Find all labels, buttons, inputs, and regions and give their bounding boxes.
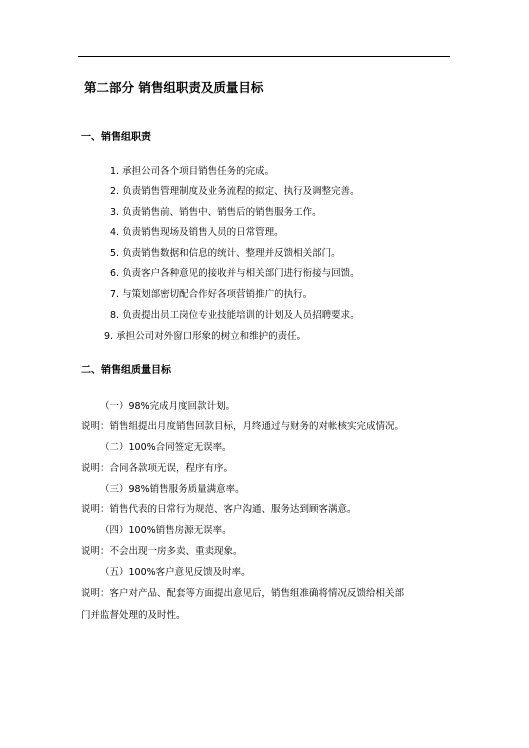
responsibility-item: 3. 负责销售前、销售中、销售后的销售服务工作。 [110,207,322,218]
goal-note: 说明：不会出现一房多卖、重卖现象。 [81,546,243,557]
goal-note: 说明：合同各款项无误，程序有序。 [81,463,234,474]
responsibility-item: 4. 负责销售现场及销售人员的日常管理。 [110,227,284,238]
goal-item: （四）100%销售房源无误率。 [100,525,232,536]
page-title: 第二部分 销售组职责及质量目标 [84,80,264,95]
section-heading-quality-goals: 二、销售组质量目标 [81,365,171,376]
responsibility-item: 6. 负责客户各种意见的接收并与相关部门进行衔接与回馈。 [110,268,360,279]
goal-item: （一）98%完成月度回款计划。 [100,401,236,412]
goal-note: 说明：销售组提出月度销售回款目标，月终通过与财务的对帐核实完成情况。 [81,421,405,432]
goal-note-continuation: 门并监督处理的及时性。 [81,610,186,621]
goal-note: 说明：客户对产品、配套等方面提出意见后，销售组准确将情况反馈给相关部 [81,588,405,599]
goal-note: 说明：销售代表的日常行为规范、客户沟通、服务达到顾客满意。 [81,504,357,515]
responsibility-item: 2. 负责销售管理制度及业务流程的拟定、执行及调整完善。 [110,186,360,197]
goal-item: （五）100%客户意见反馈及时率。 [100,567,251,578]
responsibility-item: 9. 承担公司对外窗口形象的树立和维护的责任。 [104,331,307,342]
responsibility-item: 7. 与策划部密切配合作好各项营销推广的执行。 [110,289,313,300]
goal-item: （三）98%销售服务质量满意率。 [100,484,245,495]
responsibility-item: 5. 负责销售数据和信息的统计、整理并反馈相关部门。 [110,248,341,259]
responsibility-item: 8. 负责提出员工岗位专业技能培训的计划及人员招聘要求。 [110,310,360,321]
top-rule [78,56,450,57]
goal-item: （二）100%合同签定无误率。 [100,442,232,453]
responsibility-item: 1. 承担公司各个项目销售任务的完成。 [110,166,275,177]
section-heading-responsibilities: 一、销售组职责 [81,132,151,143]
